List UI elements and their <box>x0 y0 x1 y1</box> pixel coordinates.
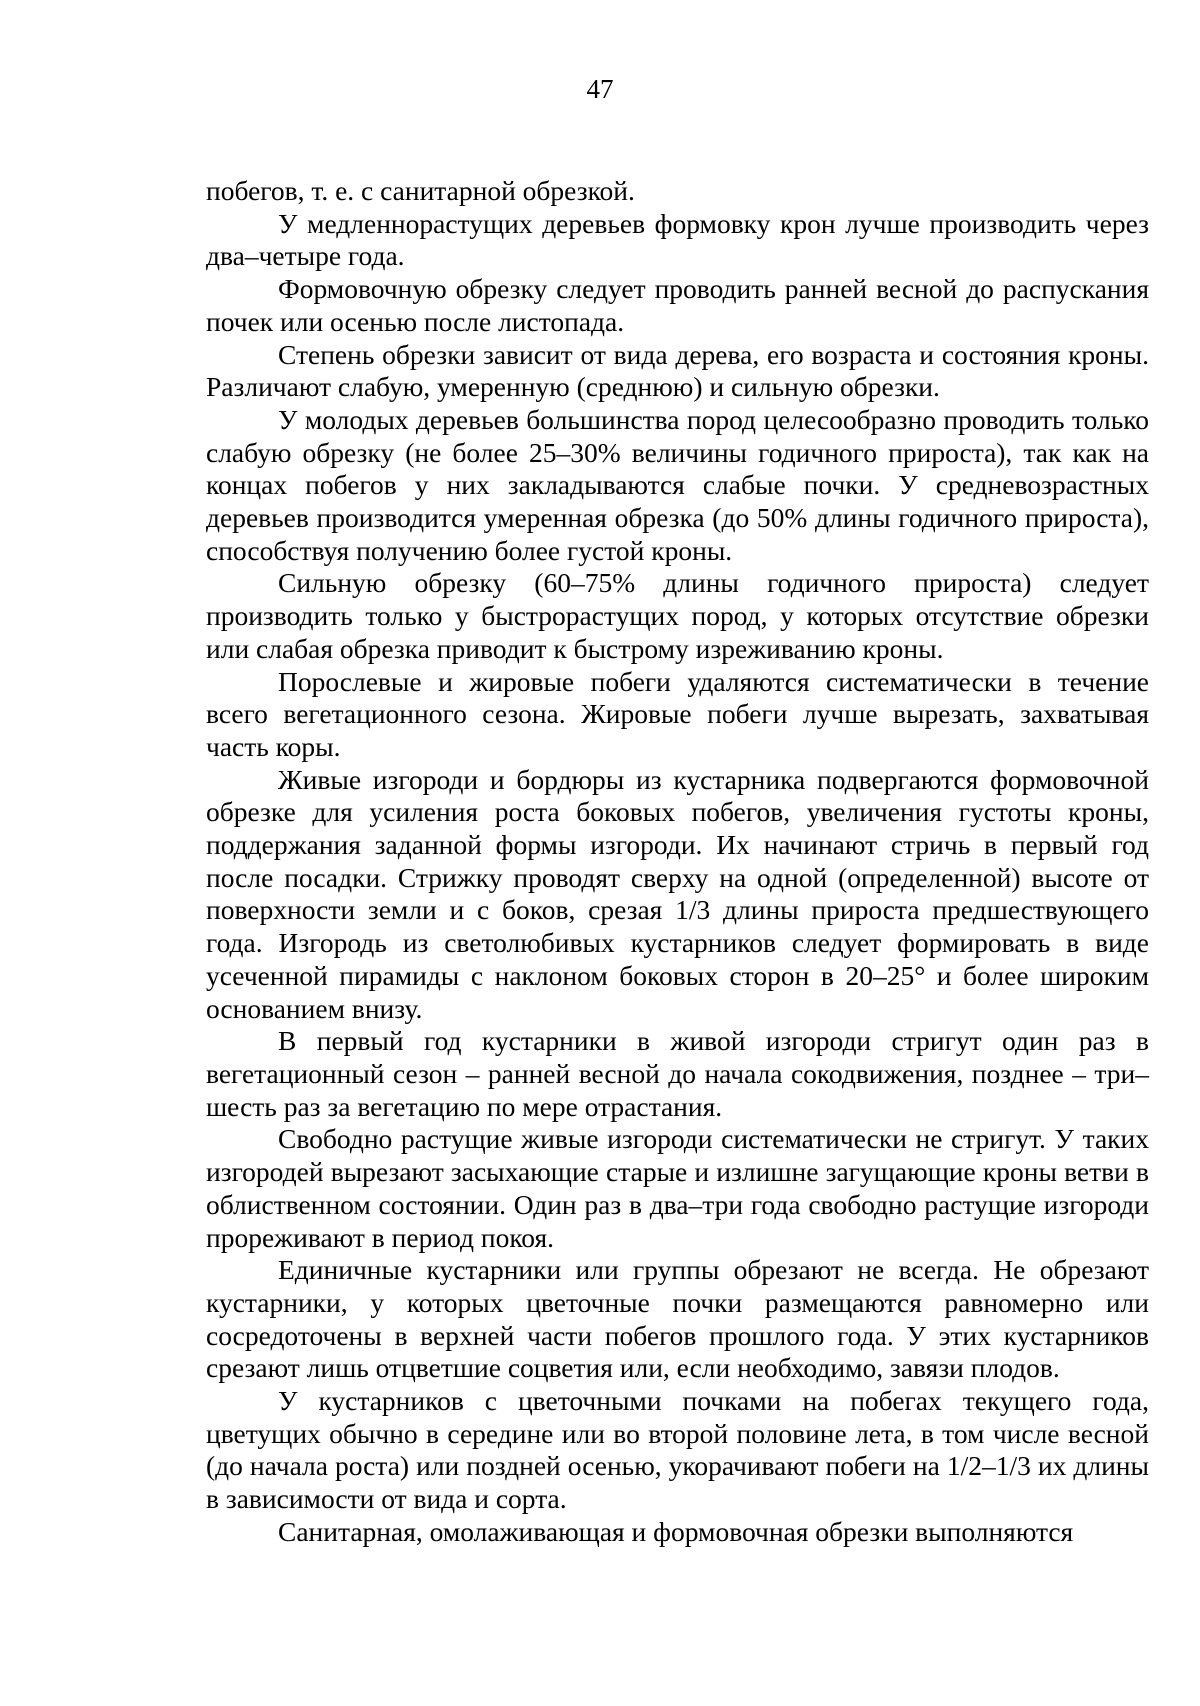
page-number: 47 <box>586 74 614 104</box>
paragraph: У медленнорастущих деревьев формовку крон лучше производить через два–четыре года. <box>206 207 1149 272</box>
paragraph: Степень обрезки зависит от вида дерева, его возраста и состояния кроны. Различают слабую, умеренную (среднюю) и сильную обрезки. <box>206 338 1149 403</box>
paragraph: Свободно растущие живые изгороди систематически не стригут. У таких изгородей вырезают засыхающие старые и излишне загущающие кроны ветви в облиственном состоянии. Один раз в два–три года свободно растущие изгороди прореживают в период покоя. <box>206 1123 1149 1253</box>
paragraph: Сильную обрезку (60–75% длины годичного прироста) следует производить только у быстрорастущих пород, у которых отсутствие обрезки или слабая обрезка приводит к быстрому изреживанию кроны. <box>206 567 1149 664</box>
paragraph: В первый год кустарники в живой изгороди стригут один раз в вегетационный сезон – ранней весной до начала сокодвижения, позднее – три–шесть раз за вегетацию по мере отрастания. <box>206 1025 1149 1122</box>
paragraph: Единичные кустарники или группы обрезают не всегда. Не обрезают кустарники, у которых цветочные почки размещаются равномерно или сосредоточены в верхней части побегов прошлого года. У этих кустарников срезают лишь отцветшие соцветия или, если необходимо, завязи плодов. <box>206 1254 1149 1384</box>
paragraph: Живые изгороди и бордюры из кустарника подвергаются формовочной обрезке для усиления роста боковых побегов, увеличения густоты кроны, поддержания заданной формы изгороди. Их начинают стричь в первый год после посадки. Стрижку проводят сверху на одной (определенной) высоте от поверхности земли и с боков, срезая 1/3 длины прироста предшествующего года. Изгородь из светолюбивых кустарников следует формировать в виде усеченной пирамиды с наклоном боковых сторон в 20–25° и более широким основанием внизу. <box>206 763 1149 1024</box>
paragraph: У кустарников с цветочными почками на побегах текущего года, цветущих обычно в середине или во второй половине лета, в том числе весной (до начала роста) или поздней осенью, укорачивают побеги на 1/2–1/3 их длины в зависимости от вида и сорта. <box>206 1385 1149 1515</box>
paragraph-continuation: побегов, т. е. с санитарной обрезкой. <box>206 175 635 206</box>
paragraph: Формовочную обрезку следует проводить ранней весной до распускания почек или осенью после листопада. <box>206 273 1149 337</box>
paragraph: Санитарная, омолаживающая и формовочная обрезки выполняются <box>278 1515 1074 1547</box>
paragraph: Порослевые и жировые побеги удаляются систематически в течение всего вегетационного сезона. Жировые побеги лучше вырезать, захватывая часть коры. <box>206 665 1149 762</box>
paragraph: У молодых деревьев большинства пород целесообразно проводить только слабую обрезку (не более 25–30% величины годичного прироста), так как на концах побегов у них закладываются слабые почки. У средневозрастных деревьев производится умеренная обрезка (до 50% длины годичного прироста), способствуя получению более густой кроны. <box>206 403 1149 566</box>
body-text <box>206 175 1149 1549</box>
